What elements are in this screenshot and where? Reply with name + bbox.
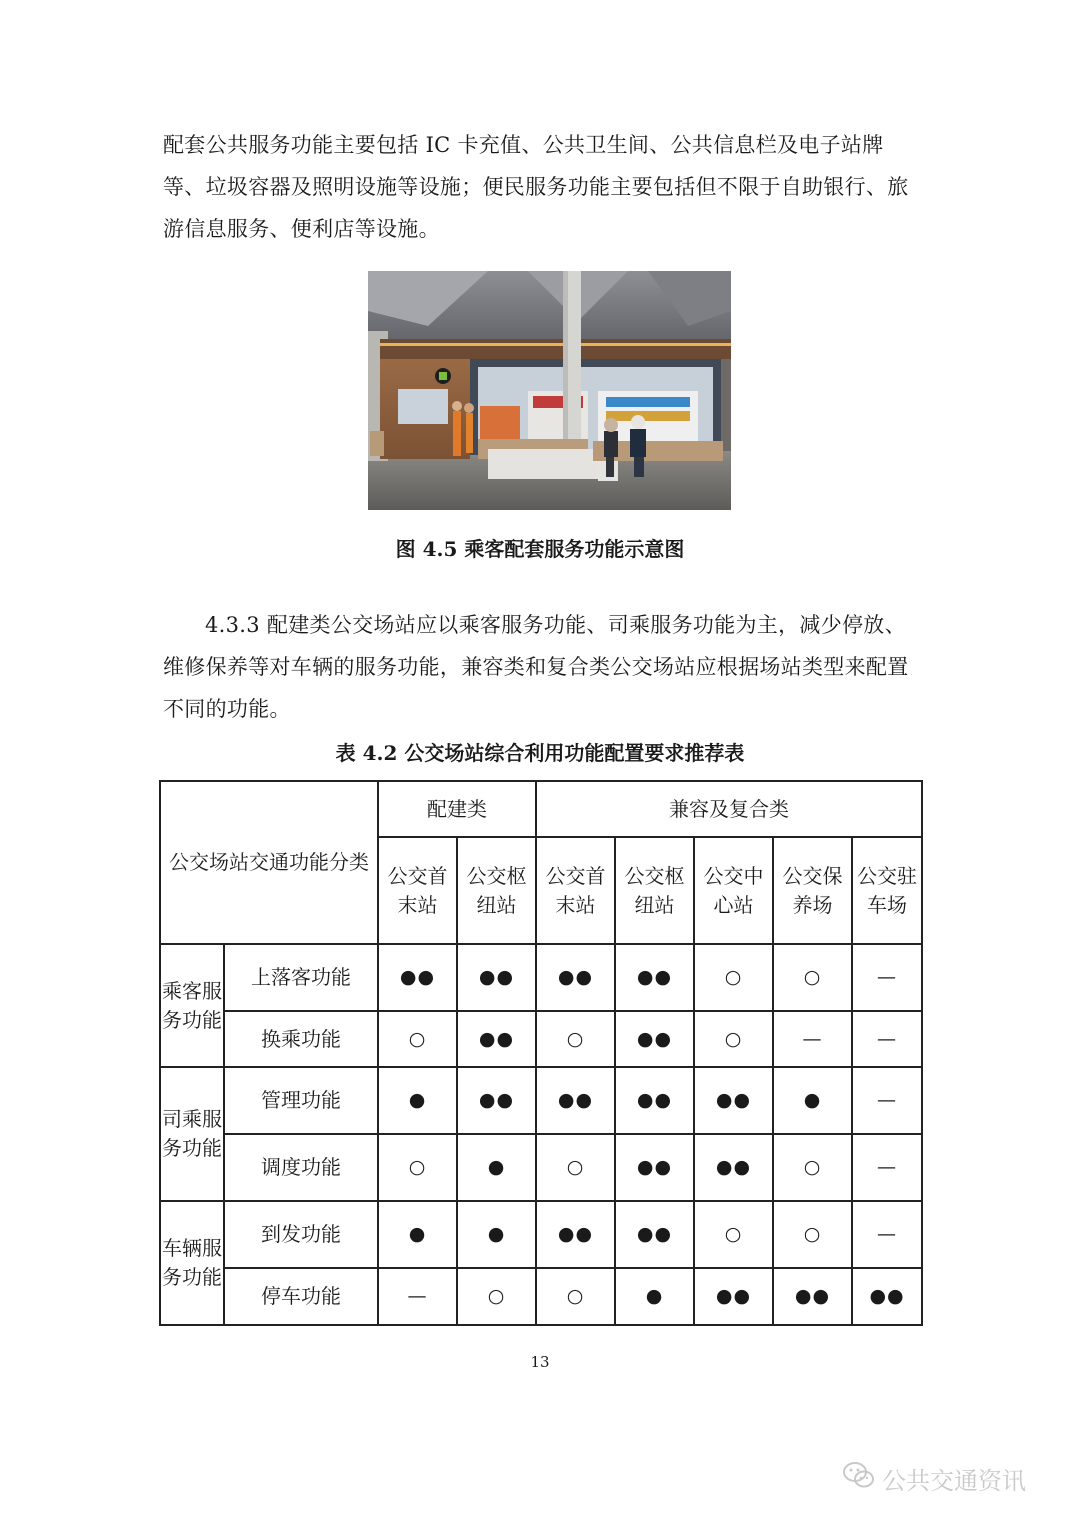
config-cell: ●● — [536, 944, 615, 1011]
station-photo-illustration — [368, 271, 731, 510]
config-cell: — — [852, 1011, 922, 1067]
table-row — [160, 1067, 922, 1134]
config-cell: ○ — [536, 1134, 615, 1201]
config-cell: ○ — [536, 1011, 615, 1067]
table-caption: 表 4.2 公交场站综合利用功能配置要求推荐表 — [335, 741, 745, 765]
config-cell: ●● — [615, 1011, 694, 1067]
table-row — [160, 944, 922, 1011]
row-group-label: 车辆服务功能 — [160, 1201, 224, 1325]
config-cell: ●● — [694, 1134, 773, 1201]
config-cell: ○ — [694, 944, 773, 1011]
config-cell: ● — [773, 1067, 852, 1134]
table-row — [160, 1201, 922, 1268]
config-cell: ○ — [536, 1268, 615, 1325]
config-cell: ●● — [694, 1067, 773, 1134]
column-header: 公交枢纽站 — [457, 837, 536, 944]
config-cell: ○ — [773, 944, 852, 1011]
config-cell: ●● — [378, 944, 457, 1011]
config-cell: ●● — [852, 1268, 922, 1325]
config-cell: ○ — [378, 1134, 457, 1201]
config-cell: ○ — [773, 1201, 852, 1268]
function-label: 停车功能 — [224, 1268, 378, 1325]
config-cell: ○ — [694, 1201, 773, 1268]
column-header: 公交中心站 — [694, 837, 773, 944]
table-row — [160, 1011, 922, 1067]
config-cell: ●● — [457, 1011, 536, 1067]
config-cell: ○ — [378, 1011, 457, 1067]
config-cell: ● — [615, 1268, 694, 1325]
function-label: 换乘功能 — [224, 1011, 378, 1067]
config-cell: ●● — [615, 1067, 694, 1134]
column-header: 公交首末站 — [378, 837, 457, 944]
column-header: 公交保养场 — [773, 837, 852, 944]
station-photo — [368, 271, 731, 510]
body-paragraph-2: 4.3.3 配建类公交场站应以乘客服务功能、司乘服务功能为主，减少停放、维修保养等对车辆的服务功能，兼容类和复合类公交场站应根据场站类型来配置不同的功能。 — [163, 613, 909, 721]
config-cell: ●● — [536, 1067, 615, 1134]
function-config-table — [159, 780, 923, 1326]
function-label: 管理功能 — [224, 1067, 378, 1134]
function-label: 上落客功能 — [224, 944, 378, 1011]
config-cell: — — [378, 1268, 457, 1325]
corner-header: 公交场站交通功能分类 — [160, 781, 378, 944]
watermark-text: 公共交通资讯 — [882, 1466, 1026, 1495]
function-label: 调度功能 — [224, 1134, 378, 1201]
function-label: 到发功能 — [224, 1201, 378, 1268]
config-cell: — — [852, 1201, 922, 1268]
config-cell: ●● — [457, 1067, 536, 1134]
figure-caption: 图 4.5 乘客配套服务功能示意图 — [395, 537, 685, 561]
config-cell: ● — [457, 1134, 536, 1201]
config-cell: ● — [378, 1067, 457, 1134]
config-cell: — — [852, 1067, 922, 1134]
wechat-icon — [842, 1460, 876, 1496]
row-group-label: 乘客服务功能 — [160, 944, 224, 1067]
body-paragraph-1: 配套公共服务功能主要包括 IC 卡充值、公共卫生间、公共信息栏及电子站牌等、垃圾容器及照明设施等设施；便民服务功能主要包括但不限于自助银行、旅游信息服务、便利店等设施。 — [163, 133, 909, 241]
config-cell: ●● — [773, 1268, 852, 1325]
column-header: 公交驻车场 — [852, 837, 922, 944]
config-cell: ●● — [457, 944, 536, 1011]
config-cell: ●● — [615, 1134, 694, 1201]
config-cell: ● — [457, 1201, 536, 1268]
group-header-built: 配建类 — [378, 781, 536, 837]
column-header: 公交首末站 — [536, 837, 615, 944]
page-number: 13 — [530, 1353, 550, 1371]
config-cell: — — [852, 1134, 922, 1201]
column-header: 公交枢纽站 — [615, 837, 694, 944]
group-header-compatible: 兼容及复合类 — [536, 781, 922, 837]
config-cell: ○ — [773, 1134, 852, 1201]
table-row — [160, 1268, 922, 1325]
config-cell: ●● — [615, 1201, 694, 1268]
config-cell: ○ — [694, 1011, 773, 1067]
config-cell: — — [852, 944, 922, 1011]
config-cell: ●● — [694, 1268, 773, 1325]
watermark — [842, 1458, 1026, 1498]
table-row — [160, 1134, 922, 1201]
config-cell: — — [773, 1011, 852, 1067]
config-cell: ●● — [536, 1201, 615, 1268]
config-cell: ●● — [615, 944, 694, 1011]
row-group-label: 司乘服务功能 — [160, 1067, 224, 1201]
config-cell: ● — [378, 1201, 457, 1268]
config-cell: ○ — [457, 1268, 536, 1325]
